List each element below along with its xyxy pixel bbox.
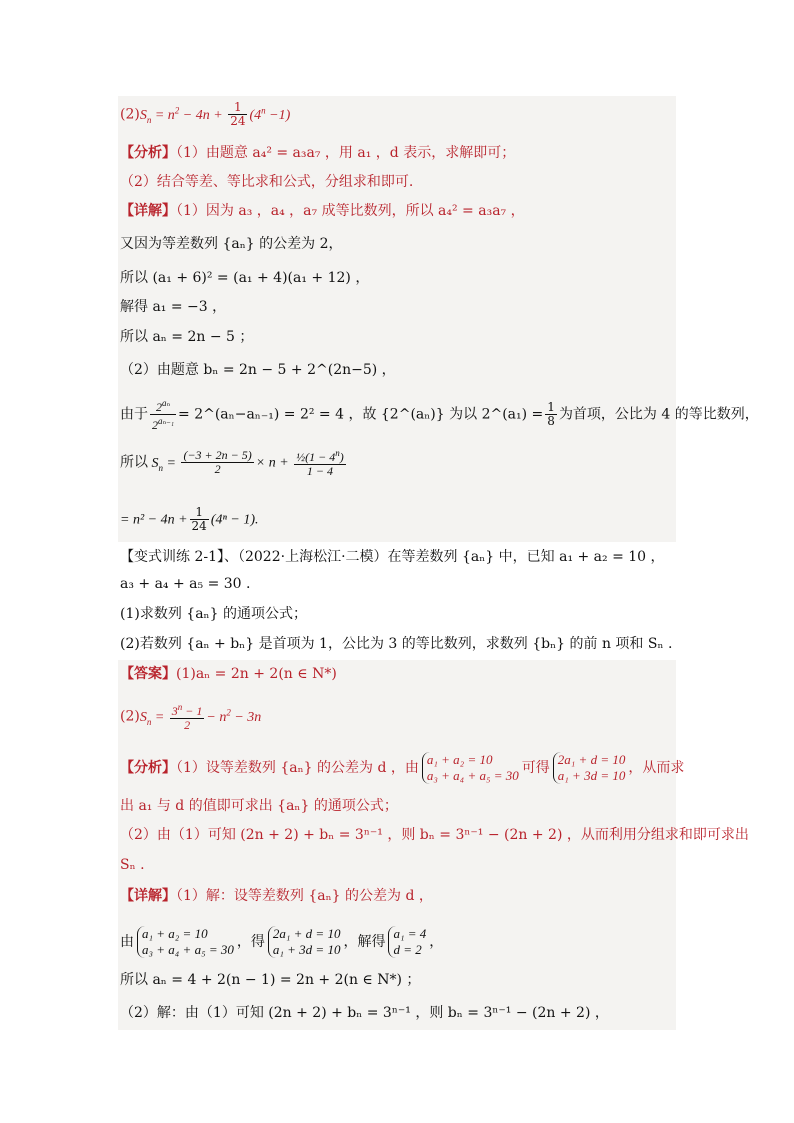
analysis2-line-1: 【分析】（1）设等差数列 {aₙ} 的公差为 d ，由a₁ + a₂ = 10 a₃ + a₄ + a₅ = 30 可得2a₁ + d = 10 a₁ + 3d = 10 ，从而求 — [120, 752, 685, 783]
detail2-line-3: 所以 aₙ = 4 + 2(n − 1) = 2n + 2(n ∈ N*) ； — [120, 972, 421, 988]
detail-line-8: 所以 $S_n$ = $\frac{(-3 + 2n - 5)}{2}$ × n + $\frac{\frac{1}{2}(1 - 4^n)}{1 - 4}$ — [120, 448, 344, 478]
answer-line-1: 【答案】(1)aₙ = 2n + 2(n ∈ N*) — [120, 666, 337, 682]
detail-line-6: （2）由题意 bₙ = 2n − 5 + 2^(2n−5) ， — [120, 362, 396, 378]
detail-line-3: 所以 (a₁ + 6)² = (a₁ + 4)(a₁ + 12) ， — [120, 270, 370, 286]
detail-line-4: 解得 a₁ = −3 ， — [120, 299, 227, 315]
detail2-line-2: 由a₁ + a₂ = 10 a₃ + a₄ + a₅ = 30 ，得2a₁ + d = 10 a₁ + 3d = 10 ，解得a₁ = 4 d = 2 ， — [120, 926, 444, 957]
detail-line-5: 所以 aₙ = 2n − 5 ； — [120, 329, 254, 345]
answer-line-2: $(2)S_n = n^2 - 4n$ + $\frac{1}{24}$ $(4^n -1)$ — [120, 100, 291, 129]
analysis2-line-3: （2）由（1）可知 (2n + 2) + bₙ = 3ⁿ⁻¹ ，则 bₙ = 3ⁿ⁻¹ − (2n + 2) ，从而利用分组求和即可求出 — [120, 827, 749, 843]
detail-line-7: 由于 $\frac{2^{a_n}}{2^{a_{n-1}}}$ = 2^(aₙ−aₙ₋₁) = 2² = 4 ，故 {2^(aₙ)} 为以 2^(a₁) = $\frac{1}{8}$ 为首项，公比为 4 的等比数列， — [120, 398, 759, 432]
detail-line-9: = n² − 4n + $\frac{1}{24}$ (4ⁿ − 1). — [120, 505, 259, 533]
exercise-title: 【变式训练 2-1】、（2022·上海松江·二模）在等差数列 {aₙ} 中，已知 a₁ + a₂ = 10 ， — [120, 549, 665, 565]
answer-line-2b: $(2)S_n$ = $\frac{3^n - 1}{2}$ − $n^2 - 3n$ — [120, 702, 262, 732]
detail-line-2: 又因为等差数列 {aₙ} 的公差为 2， — [120, 236, 343, 252]
detail-line-1: 【详解】（1）因为 a₃ ，a₄ ，a₇ 成等比数列，所以 a₄² = a₃a₇ ， — [120, 203, 525, 219]
analysis2-line-2: 出 a₁ 与 d 的值即可求出 {aₙ} 的通项公式； — [120, 798, 398, 814]
detail2-line-1: 【详解】（1）解：设等差数列 {aₙ} 的公差为 d ， — [120, 888, 433, 904]
question-2: (2)若数列 {aₙ + bₙ} 是首项为 1，公比为 3 的等比数列，求数列 {bₙ} 的前 n 项和 Sₙ . — [120, 636, 673, 652]
detail2-line-4: （2）解：由（1）可知 (2n + 2) + bₙ = 3ⁿ⁻¹ ，则 bₙ = 3ⁿ⁻¹ − (2n + 2) ， — [120, 1005, 609, 1021]
analysis-line-2: （2）结合等差、等比求和公式，分组求和即可. — [120, 174, 414, 190]
analysis2-line-4: Sₙ . — [120, 857, 145, 873]
analysis-line-1: 【分析】（1）由题意 a₄² = a₃a₇ ，用 a₁ ，d 表示，求解即可； — [120, 145, 516, 161]
exercise-title-2: a₃ + a₄ + a₅ = 30 . — [120, 576, 251, 592]
question-1: (1)求数列 {aₙ} 的通项公式； — [120, 606, 307, 622]
